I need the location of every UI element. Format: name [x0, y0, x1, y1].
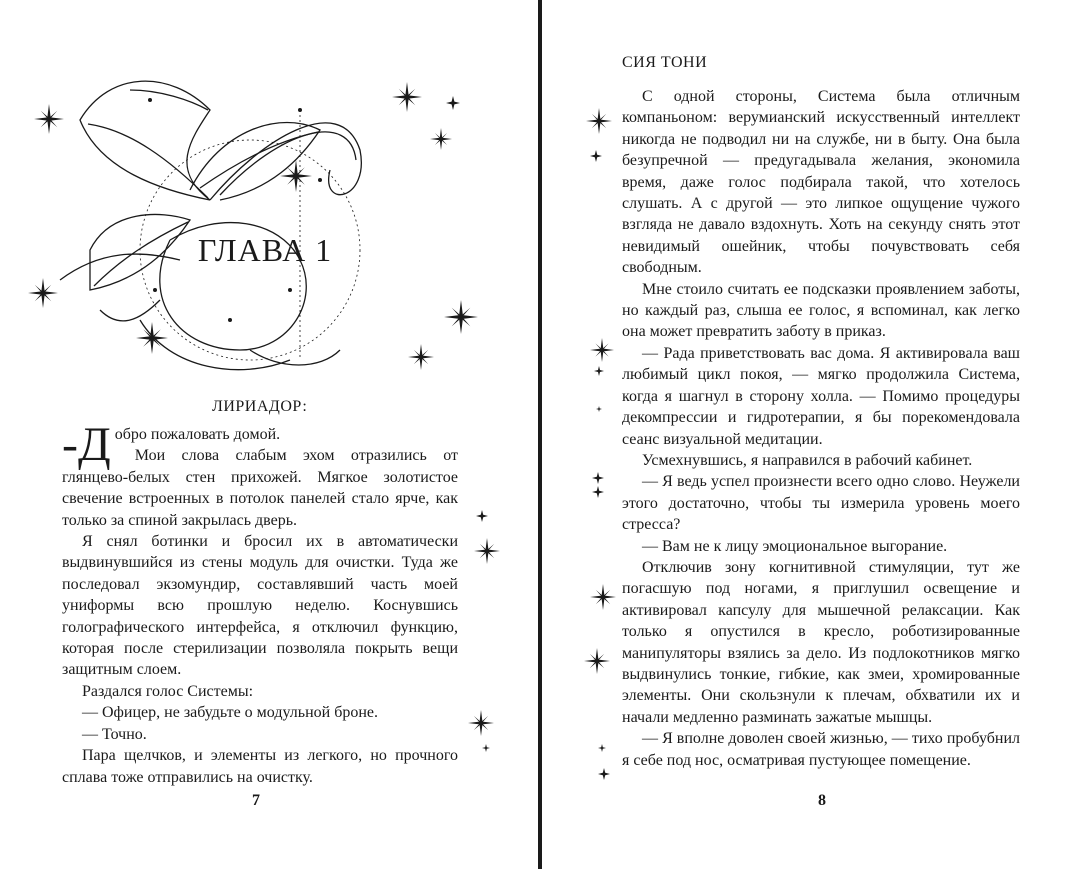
sparkle-star-icon [590, 584, 616, 610]
paragraph: — Вам не к лицу эмоциональное выгорание. [642, 537, 948, 555]
paragraph: Отключив зону когнитивной стимуляции, тут же погасшую под ногами, я приглушил освещение и активировал капсулу для мышечной релаксации. Как только я опустился в кресло, роботизированные манипуляторы взялись за дело. Из подлокотников мягко выдвинулись тонкие, гибкие, как змеи, хромированные элементы. Они скользнули к плечам, обхватили их и начали медленно разминать зажатые мышцы. [622, 558, 1020, 726]
sparkle-star-icon [598, 744, 606, 752]
sparkle-star-icon [590, 338, 614, 362]
paragraph: — Рада приветствовать вас дома. Я активировала ваш любимый цикл покоя, — мягко продолжила Система, когда я шагнул в сторону холла. — Помимо процедуры декомпрессии и гидротерапии, я бы порекомендовала сеанс визуальной медитации. [622, 344, 1020, 448]
page-number: 7 [252, 792, 260, 809]
sparkle-star-icon [482, 744, 490, 752]
sparkle-star-icon [28, 278, 58, 308]
sparkle-star-icon [392, 82, 422, 112]
chapter-title: ГЛАВА 1 [197, 232, 333, 268]
first-paragraph-text: обро пожаловать домой. [114, 426, 281, 443]
sparkle-star-icon [596, 406, 602, 412]
sparkle-star-icon [592, 472, 604, 484]
sparkle-star-icon [592, 486, 604, 498]
sparkle-star-icon [34, 104, 64, 134]
paragraph: С одной стороны, Система была отличным компаньоном: верумианский искусственный интеллект никогда не подводил ни на службе, ни в быту. Она была безупречной — предугадывала желания, экономила время, даже голос подбирала такой, что хотелось слушать. А с другой — это липкое ощущение чужого взгляда не давало вздохнуть. Хоть на секунду снять этот невидимый ошейник, чтобы почувствовать себя свободным. [622, 88, 1020, 277]
paragraph: Раздался голос Системы: [82, 682, 254, 700]
sparkle-star-icon [590, 150, 602, 162]
paragraph: Усмехнувшись, я направился в рабочий кабинет. [642, 451, 973, 469]
first-paragraph [62, 418, 458, 471]
sparkle-star-icon [136, 322, 168, 354]
left-body-text [62, 418, 458, 788]
sparkle-star-icon [476, 510, 488, 522]
left-page [0, 0, 538, 869]
sparkle-star-icon [594, 366, 604, 376]
page-number: 8 [818, 792, 826, 809]
running-head: СИЯ ТОНИ [622, 54, 708, 71]
paragraph: Мне стоило считать ее подсказки проявлением заботы, но каждый раз, слыша ее голос, я вспоминал, как легко она может превратить заботу в приказ. [622, 280, 1020, 341]
paragraph: Пара щелчков, и элементы из легкого, но прочного сплава тоже отправились на очистку. [62, 747, 458, 786]
sparkle-star-icon [584, 648, 610, 674]
sparkle-star-icon [430, 128, 452, 150]
paragraph: Мои слова слабым эхом отразились от глянцево-белых стен прихожей. Мягкое золотистое свечение встроенных в потолок панелей стало ярче, как только за спиной закрылась дверь. [62, 447, 458, 529]
paragraph: — Я вполне доволен своей жизнью, — тихо пробубнил я себе под нос, осматривая пустующее помещение. [622, 730, 1020, 769]
sparkle-star-icon [468, 710, 494, 736]
paragraph: — Я ведь успел произнести всего одно слово. Неужели этого достаточно, чтобы ты измерила уровень моего стресса? [622, 473, 1020, 534]
drop-cap: -Д [62, 418, 111, 471]
sparkle-star-icon [598, 768, 610, 780]
sparkle-star-icon [280, 160, 312, 192]
sparkle-star-icon [446, 96, 460, 110]
right-page [542, 0, 1078, 869]
paragraph: — Офицер, не забудьте о модульной броне. [82, 704, 378, 722]
right-body-text [622, 86, 1020, 771]
sparkle-star-icon [586, 108, 612, 134]
paragraph: — Точно. [82, 725, 147, 743]
location-heading: ЛИРИАДОР: [212, 398, 308, 415]
paragraph: Я снял ботинки и бросил их в автоматически выдвинувшийся из стены модуль для очистки. Туда же последовал экзомундир, составлявший часть моей униформы всю прошлую неделю. Коснувшись голографического интерфейса, я отключил функцию, которая после стерилизации позволяла покрыть вещи защитным слоем. [62, 533, 458, 679]
sparkle-star-icon [408, 344, 434, 370]
sparkle-star-icon [444, 300, 478, 334]
sparkle-star-icon [474, 538, 500, 564]
